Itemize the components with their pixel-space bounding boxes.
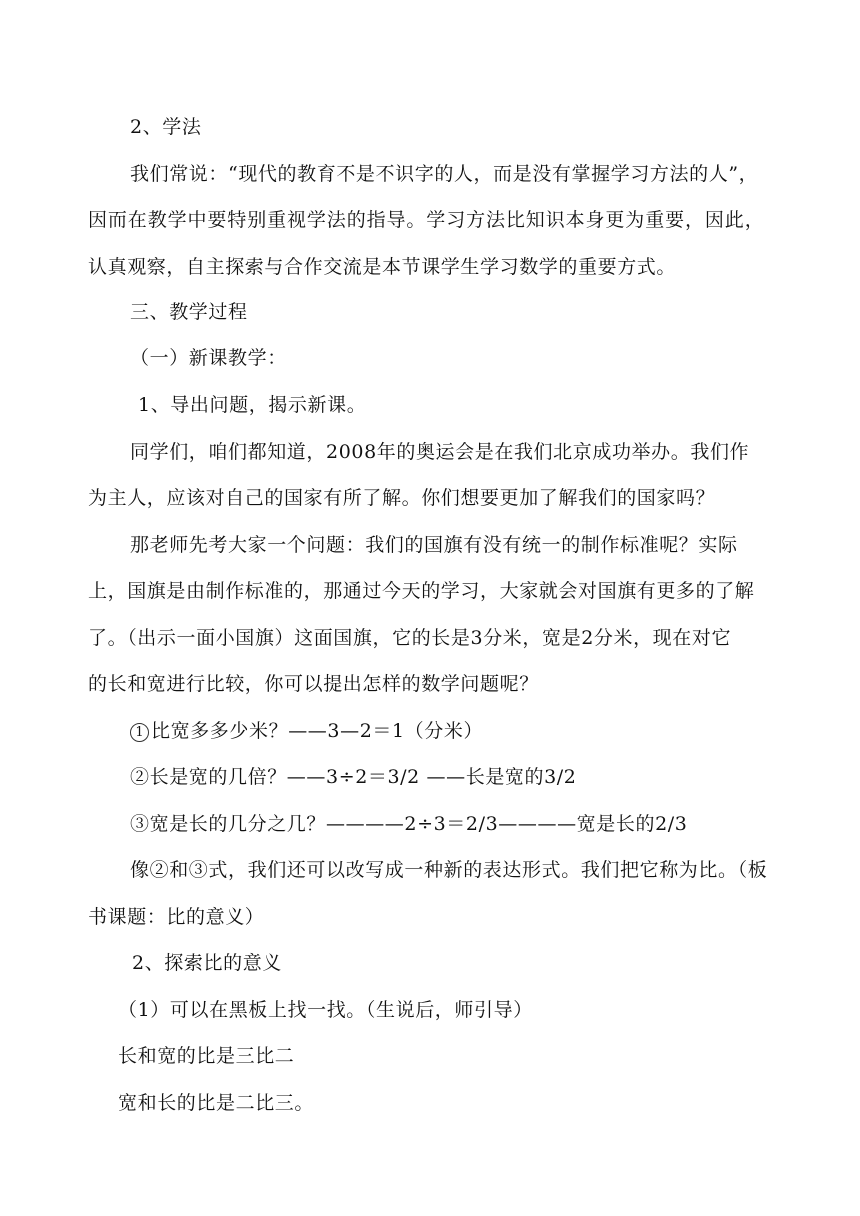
- item-heading: 1、导出问题，揭示新课。: [138, 394, 367, 416]
- paragraph-line: 那老师先考大家一个问题：我们的国旗有没有统一的制作标准呢？实际: [130, 534, 738, 556]
- paragraph-line: 我们常说：“现代的教育不是不识字的人，而是没有掌握学习方法的人”，: [130, 163, 759, 185]
- subsection-heading: （一）新课教学：: [130, 347, 287, 369]
- question-item-1: [130, 719, 483, 743]
- paragraph-line: 认真观察，自主探索与合作交流是本节课学生学习数学的重要方式。: [88, 256, 677, 278]
- paragraph-line: 同学们，咱们都知道，2008年的奥运会是在我们北京成功举办。我们作: [130, 441, 750, 463]
- paragraph-line: 为主人，应该对自己的国家有所了解。你们想要更加了解我们的国家吗？: [88, 487, 716, 509]
- paragraph-line: （1）可以在黑板上找一找。（生说后，师引导）: [118, 999, 533, 1021]
- item-heading: 2、探索比的意义: [132, 952, 282, 974]
- question-item-2: ②长是宽的几倍？——3÷2＝3/2 ——长是宽的3/2: [130, 766, 577, 788]
- paragraph-line: 书课题：比的意义）: [88, 906, 265, 928]
- paragraph-line: 的长和宽进行比较，你可以提出怎样的数学问题呢？: [88, 673, 539, 695]
- paragraph-line: 长和宽的比是三比二: [118, 1045, 295, 1067]
- paragraph-line: 了。（出示一面小国旗）这面国旗，它的长是3分米，宽是2分米，现在对它: [88, 627, 732, 649]
- section-heading-study-method: 2、学法: [130, 116, 202, 138]
- paragraph-line: 宽和长的比是二比三。: [118, 1092, 315, 1114]
- section-heading-teaching-process: 三、教学过程: [130, 301, 248, 323]
- paragraph-line: 因而在教学中要特别重视学法的指导。学习方法比知识本身更为重要，因此，: [88, 209, 765, 231]
- paragraph-line: 像②和③式，我们还可以改写成一种新的表达形式。我们把它称为比。（板: [130, 859, 768, 881]
- circled-number-marker: 1: [130, 723, 149, 742]
- question-item-3: ③宽是长的几分之几？————2÷3＝2/3————宽是长的2/3: [130, 813, 688, 835]
- question-text: 比宽多多少米？——3—2＝1（分米）: [151, 720, 484, 742]
- paragraph-line: 上，国旗是由制作标准的，那通过今天的学习，大家就会对国旗有更多的了解: [88, 580, 755, 602]
